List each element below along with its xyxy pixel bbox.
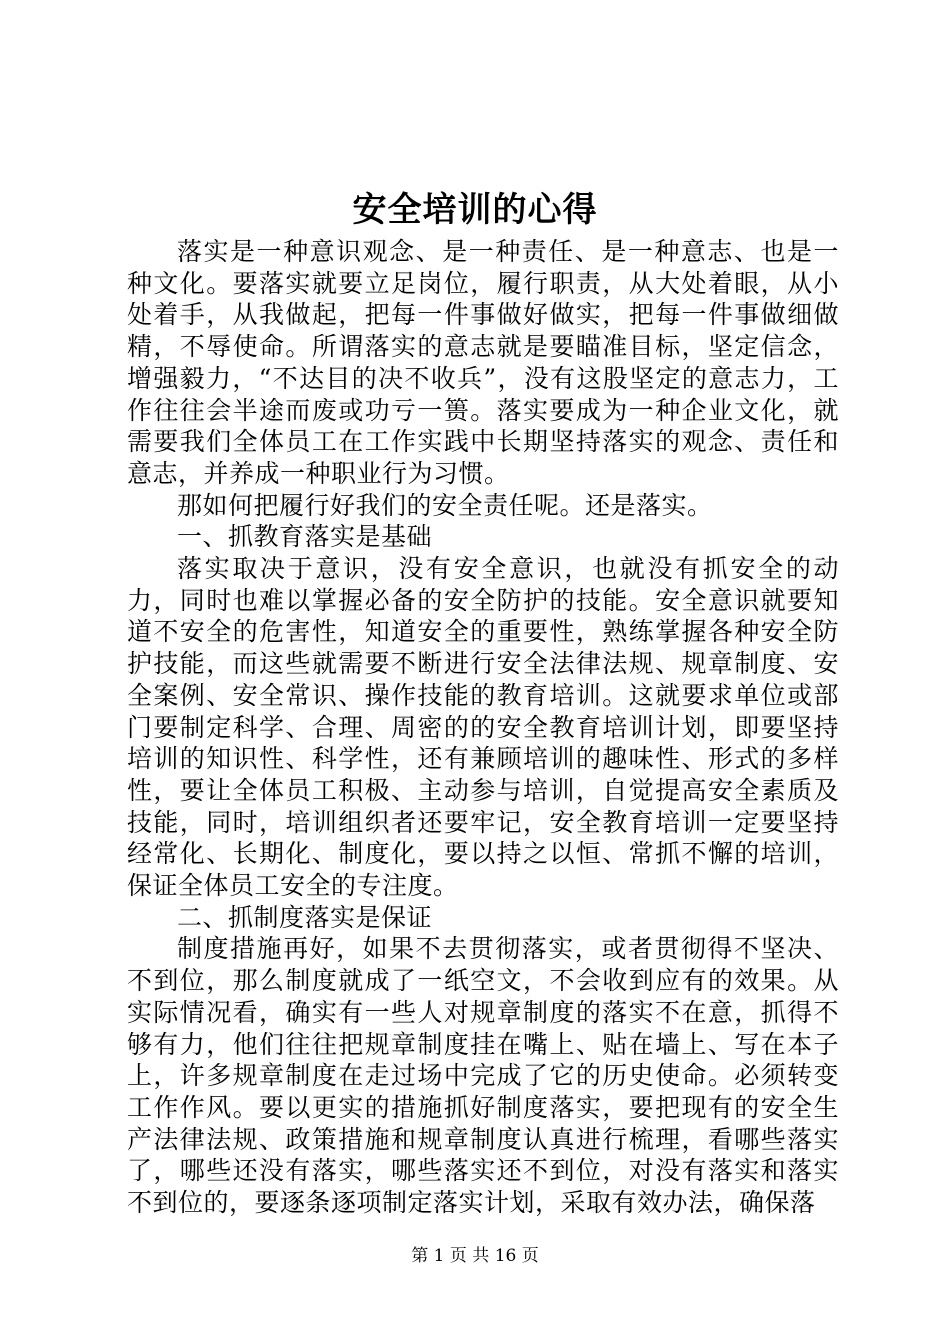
section-heading-education: 一、抓教育落实是基础 (177, 522, 433, 552)
paragraph-question: 那如何把履行好我们的安全责任呢。还是落实。 (177, 490, 713, 520)
paragraph-intro: 落实是一种意识观念、是一种责任、是一种意志、也是一种文化。要落实就要立足岗位，履行职责，从大处着眼，从小处着手，从我做起，把每一件事做好做实，把每一件事做细做精，不辱使命。所谓落实的意志就是要瞄准目标，坚定信念，增强毅力，“不达目的决不收兵”，没有这股坚定的意志力，工作往往会半途而废或功亏一篑。落实要成为一种企业文化，就需要我们全体员工在工作实践中长期坚持落实的观念、责任和意志，并养成一种职业行为习惯。 (127, 237, 839, 488)
document-title: 安全培训的心得 (352, 190, 598, 230)
paragraph-system: 制度措施再好，如果不去贯彻落实，或者贯彻得不坚决、不到位，那么制度就成了一纸空文，不会收到应有的效果。从实际情况看，确实有一些人对规章制度的落实不在意，抓得不够有力，他们往往把规章制度挂在嘴上、贴在墙上、写在本子上，许多规章制度在走过场中完成了它的历史使命。必须转变工作作风。要以更实的措施抓好制度落实，要把现有的安全生产法律法规、政策措施和规章制度认真进行梳理，看哪些落实了，哪些还没有落实，哪些落实还不到位，对没有落实和落实不到位的，要逐条逐项制定落实计划，采取有效办法，确保落 (127, 934, 839, 1218)
paragraph-education: 落实取决于意识，没有安全意识，也就没有抓安全的动力，同时也难以掌握必备的安全防护的技能。安全意识就要知道不安全的危害性，知道安全的重要性，熟练掌握各种安全防护技能，而这些就需要不断进行安全法律法规、规章制度、安全案例、安全常识、操作技能的教育培训。这就要求单位或部门要制定科学、合理、周密的的安全教育培训计划，即要坚持培训的知识性、科学性，还有兼顾培训的趣味性、形式的多样性，要让全体员工积极、主动参与培训，自觉提高安全素质及技能，同时，培训组织者还要牢记，安全教育培训一定要坚持经常化、长期化、制度化，要以持之以恒、常抓不懈的培训，保证全体员工安全的专注度。 (127, 554, 839, 901)
section-heading-system: 二、抓制度落实是保证 (177, 902, 433, 932)
page-number-footer: 第 1 页 共 16 页 (411, 1246, 539, 1266)
document-body (127, 236, 839, 1219)
